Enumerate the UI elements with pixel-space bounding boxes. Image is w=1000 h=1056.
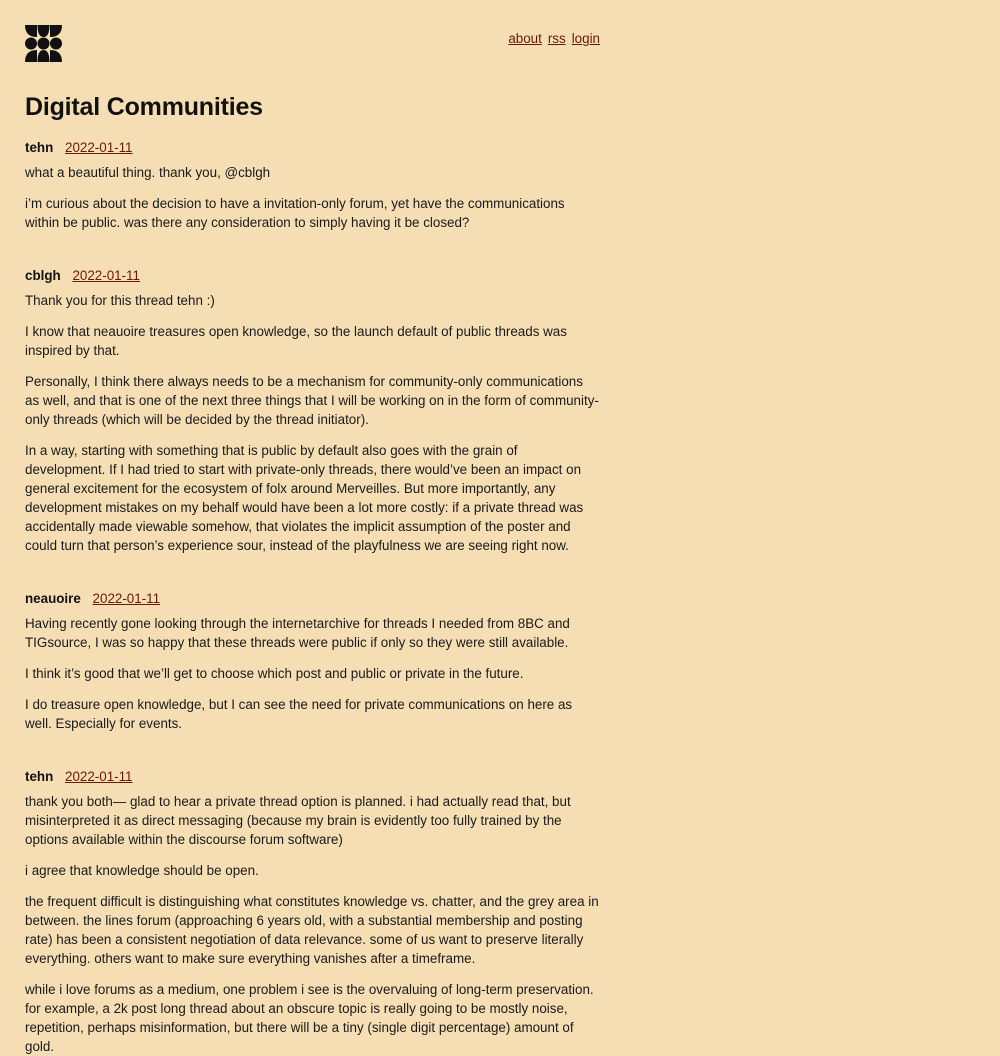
nav-about-link[interactable]: about (508, 31, 542, 46)
post-author: cblgh (25, 268, 61, 283)
post-meta (25, 589, 600, 608)
post (25, 589, 600, 733)
post-list (25, 138, 600, 1056)
thread-title: Digital Communities (25, 93, 263, 121)
post (25, 767, 600, 1056)
page (25, 0, 600, 1056)
header (25, 25, 600, 61)
post-author: tehn (25, 769, 54, 784)
post-paragraph: Having recently gone looking through the internetarchive for threads I needed from 8BC and TIGsource, I was so happy that these threads were public if only so they were still available. (25, 616, 570, 650)
nav-login-link[interactable]: login (571, 31, 600, 46)
post-paragraph: i agree that knowledge should be open. (25, 863, 259, 878)
post-paragraph: i’m curious about the decision to have a invitation-only forum, yet have the communications within be public. was there any consideration to simply having it be closed? (25, 196, 565, 230)
logo-graphic (25, 25, 62, 62)
post-paragraph: Thank you for this thread tehn :) (25, 293, 215, 308)
post-paragraph: while i love forums as a medium, one problem i see is the overvaluing of long-term preservation. for example, a 2k post long thread about an obscure topic is really going to be mostly noise, repetition, perhaps misinformation, but there will be a tiny (single digit percentage) amount of gold. (25, 982, 594, 1054)
post-paragraph: I do treasure open knowledge, but I can see the need for private communications on here as well. Especially for events. (25, 697, 573, 731)
post-date-link[interactable]: 2022-01-11 (65, 140, 133, 155)
post-author: tehn (25, 140, 54, 155)
top-nav (502, 29, 600, 48)
merveilles-logo-icon[interactable] (25, 25, 62, 62)
post-meta (25, 767, 600, 786)
post-paragraph: I think it’s good that we’ll get to choose which post and public or private in the future. (25, 666, 524, 681)
post-date-link[interactable]: 2022-01-11 (65, 769, 133, 784)
post-meta (25, 138, 600, 157)
post-paragraph: thank you both— glad to hear a private thread option is planned. i had actually read that, but misinterpreted it as direct messaging (because my brain is evidently too fully trained by the options available within the discourse forum software) (25, 794, 571, 847)
post-paragraph: In a way, starting with something that is public by default also goes with the grain of development. If I had tried to start with private-only threads, there would’ve been an impact on general excitement for the ecosystem of folx around Merveilles. But more importantly, any development mistakes on my behalf would have been a lot more costly: if a private thread was accidentally made viewable somehow, that violates the implicit assumption of the poster and could turn that person’s experience sour, instead of the playfulness we are seeing right now. (25, 443, 584, 553)
post (25, 138, 600, 232)
post-paragraph: I know that neauoire treasures open knowledge, so the launch default of public threads was inspired by that. (25, 324, 567, 358)
post-paragraph: Personally, I think there always needs to be a mechanism for community-only communications as well, and that is one of the next three things that I will be working on in the form of community-only threads (which will be decided by the thread initiator). (25, 374, 599, 427)
post (25, 266, 600, 555)
post-author: neauoire (25, 591, 81, 606)
post-date-link[interactable]: 2022-01-11 (92, 591, 161, 606)
nav-rss-link[interactable]: rss (547, 31, 566, 46)
post-meta (25, 266, 600, 285)
post-date-link[interactable]: 2022-01-11 (72, 268, 140, 283)
post-paragraph: the frequent difficult is distinguishing what constitutes knowledge vs. chatter, and the grey area in between. the lines forum (approaching 6 years old, with a substantial membership and posting rate) has been a consistent negotiation of data relevance. some of us want to preserve literally everything. others want to make sure everything vanishes after a timeframe. (25, 894, 599, 966)
post-paragraph: what a beautiful thing. thank you, @cblgh (25, 165, 271, 180)
